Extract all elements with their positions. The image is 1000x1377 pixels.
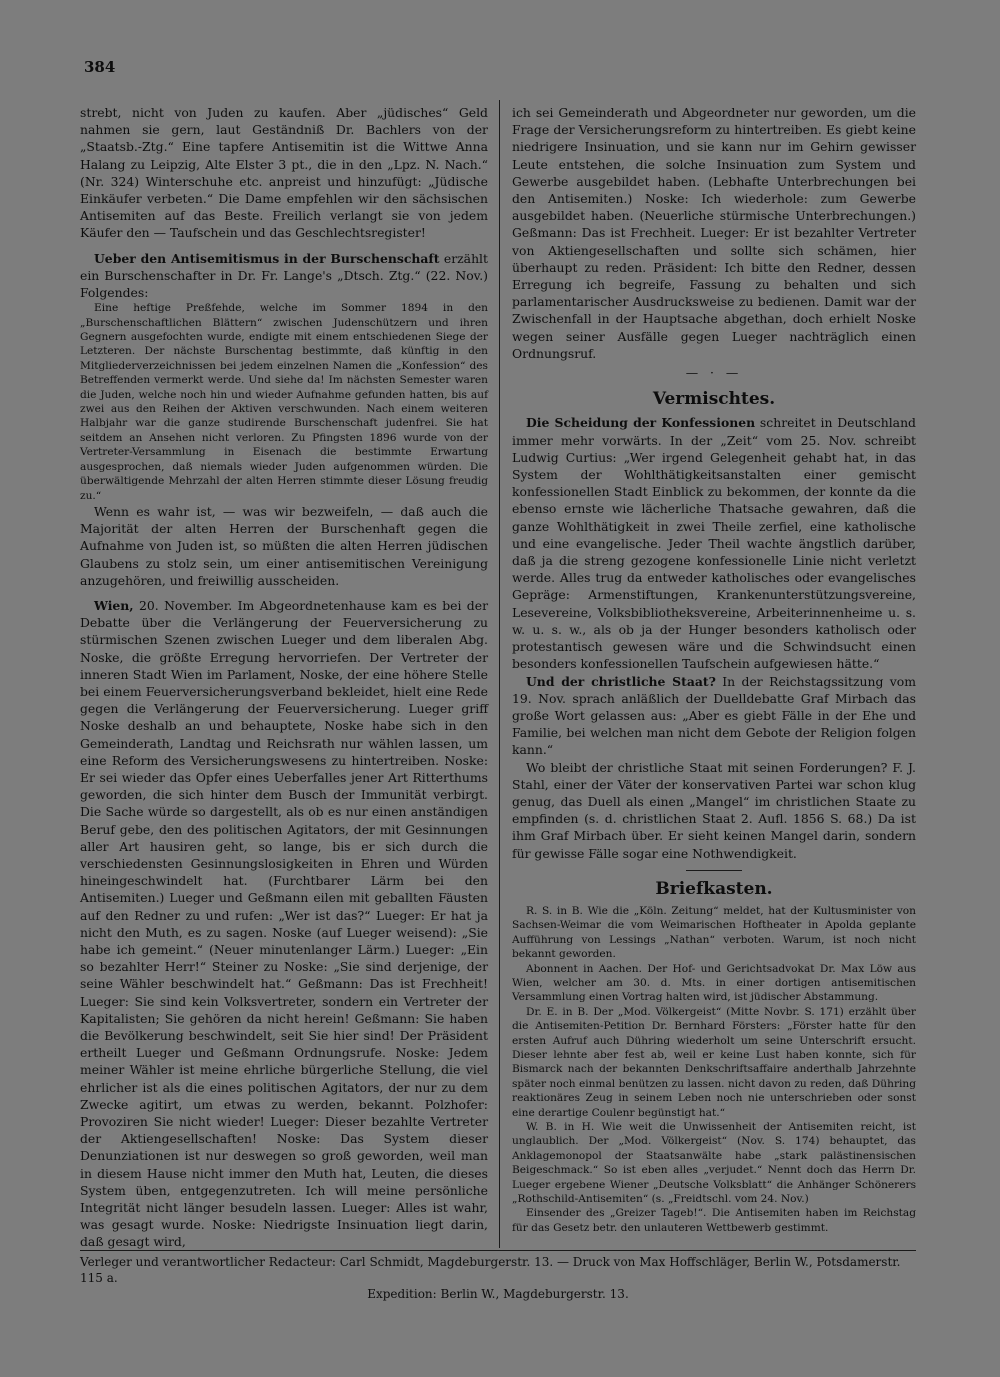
article-heading: Und der christliche Staat?	[526, 673, 716, 689]
article-heading: Die Scheidung der Konfessionen	[526, 415, 756, 431]
letter-item: R. S. in B. Wie die „Köln. Zeitung“ meldet, hat der Kultusminister von Sachsen-Weimar die vom Weimarischen Hoftheater in Apolda geplante Aufführung von Lessings „Nathan“ verboten. Warum, ist noch nicht bekannt geworden.	[512, 904, 916, 961]
article-heading: Wien,	[94, 597, 134, 613]
imprint-line: Expedition: Berlin W., Magdeburgerstr. 13.	[367, 1287, 629, 1301]
paragraph-text: schreitet in Deutschland immer mehr vorwärts. In der „Zeit“ vom 25. Nov. schreibt Ludwig Curtius: „Wer irgend Gelegenheit gehabt hat, in das System der Wohlthätigkeitsanstalten einer gemischt konfessionellen Stadt Einblick zu bekommen, der konnte da die ebenso ernste wie lächerliche Thatsache gewahren, daß die ganze Wohlthätigkeit in zwei Theile zerfiel, eine katholische und eine evangelische. Jeder Theil wachte ängstlich darüber, daß ja die streng gezogene konfessionelle Linie nicht verletzt werde. Alles trug da entweder katholisches oder evangelisches Gepräge: Armenstiftungen, Krankenunterstützungsvereine, Lesevereine, Volksbibliotheksvereine, Arbeiterinnenheime u. s. w. u. s. w., als ob ja der Hunger besonders katholisch oder protestantisch gewesen wäre und die Schwindsucht einen besonders konfessionellen Taufschein aufgewiesen hätte.“	[512, 415, 916, 672]
paragraph: Wo bleibt der christliche Staat mit seinen Forderungen? F. J. Stahl, einer der Väter der konservativen Partei war schon klug genug, das Duell als einen „Mangel“ im christlichen Staate zu empfinden (s. d. christlichen Staat 2. Aufl. 1856 S. 68.) Da ist ihm Graf Mirbach über. Er sieht keinen Mangel darin, sondern für gewisse Fälle sogar eine Nothwendigkeit.	[512, 759, 916, 861]
paragraph	[80, 250, 488, 302]
right-column	[512, 104, 916, 1235]
paragraph: Wenn es wahr ist, — was wir bezweifeln, — daß auch die Majorität der alten Herren der Burschenhaft gegen die Aufnahme von Juden ist, so müßten die alten Herren jüdischen Glaubens zu stolz sein, um einer antisemitischen Vereinigung anzugehören, und freiwillig ausscheiden.	[80, 503, 488, 588]
page-number: 384	[84, 58, 116, 76]
separator: — · —	[685, 365, 743, 381]
letter-item: Dr. E. in B. Der „Mod. Völkergeist“ (Mitte Novbr. S. 171) erzählt über die Antisemiten-Petition Dr. Bernhard Försters: „Förster hatte für den ersten Aufruf auch Dühring wiederholt um seine Unterschrift ersucht. Dieser lehnte aber fest ab, weil er keine Lust haben konnte, sich für Bismarck nach der bekannten Denkschriftsaffaire anderthalb Jahrzehnte später noch einmal benützen zu lassen. nicht davon zu reden, daß Dühring reaktionäres Zeug in seinem Leben noch nie unterschrieben oder sonst eine derartige Coulenr begünstigt hat.“	[512, 1005, 916, 1119]
paragraph: ich sei Gemeinderath und Abgeordneter nur geworden, um die Frage der Versicherungsreform zu hintertreiben. Es giebt keine niedrigere Insinuation, und sie kann nur im Gehirn gewisser Leute entstehen, die solche Insinuation zum System und Gewerbe ausgebildet haben. (Lebhafte Unterbrechungen bei den Antisemiten.) Noske: Ich wiederhole: zum Gewerbe ausgebildet haben. (Neuerliche stürmische Unterbrechungen.) Geßmann: Das ist Frechheit. Lueger: Er ist bezahlter Vertreter von Aktiengesellschaften und sollte sich schämen, hier überhaupt zu reden. Präsident: Ich bitte den Redner, dessen Erregung ich begreife, Fassung zu behalten und sich parlamentarischer Ausdrucksweise zu bedienen. Damit war der Zwischenfall in der Hauptsache abgethan, doch erhielt Noske wegen seiner Ausfälle gegen Lueger nachträglich einen Ordnungsruf.	[512, 105, 916, 361]
imprint-line: Verleger und verantwortlicher Redacteur: Carl Schmidt, Magdeburgerstr. 13. — Druck von Max Hoffschläger, Berlin W., Potsdamerstr. 115 a.	[80, 1255, 901, 1285]
column-divider	[499, 100, 500, 1248]
paragraph	[512, 673, 916, 759]
block-quote: Eine heftige Preßfehde, welche im Sommer 1894 in den „Burschenschaftlichen Blättern“ zwischen Judenschützern und ihren Gegnern ausgefochten wurde, endigte mit einem entschiedenen Siege der Letzteren. Der nächste Burschentag bestimmte, daß künftig in den Mitgliederverzeichnissen bei jedem einzelnen Namen die „Konfession“ des Betreffenden vermerkt werde. Und siehe da! Im nächsten Semester waren die Juden, welche noch hin und wieder Aufnahme gefunden hatten, bis auf zwei aus den Reihen der Aktiven verschwunden. Nach einem weiteren Halbjahr war die ganze studirende Burschenschaft judenfrei. Sie hat seitdem an Ansehen nicht verloren. Zu Pfingsten 1896 wurde von der Vertreter-Versammlung in Eisenach die bestimmte Erwartung ausgesprochen, daß niemals wieder Juden aufgenommen würden. Die überwältigende Mehrzahl der alten Herren stimmte dieser Lösung freudig zu.“	[80, 302, 488, 502]
separator	[686, 870, 742, 871]
article-heading: Ueber den Antisemitismus in der Burschenschaft	[94, 250, 440, 266]
paragraph	[512, 414, 916, 672]
paragraph: strebt, nicht von Juden zu kaufen. Aber „jüdisches“ Geld nahmen sie gern, laut Geständniß Dr. Bachlers von der „Staatsb.-Ztg.“ Eine tapfere Antisemitin ist die Wittwe Anna Halang zu Leipzig, Alte Elster 3 pt., die in den „Lpz. N. Nach.“ (Nr. 324) Winterschuhe etc. anpreist und hinzufügt: „Jüdische Einkäufer verbeten.“ Die Dame empfehlen wir den sächsischen Antisemiten auf das Beste. Freilich verlangt sie von jedem Käufer den — Taufschein und das Geschlechtsregister!	[80, 105, 488, 241]
section-heading: Briefkasten.	[655, 878, 773, 899]
letter-item: Abonnent in Aachen. Der Hof- und Gerichtsadvokat Dr. Max Löw aus Wien, welcher am 30. d. Mts. in einer dortigen antisemitischen Versammlung einen Vortrag halten wird, ist jüdischer Abstammung.	[512, 962, 916, 1004]
letter-item: Einsender des „Greizer Tageb!“. Die Antisemiten haben im Reichstag für das Gesetz betr. den unlauteren Wettbewerb gestimmt.	[512, 1207, 916, 1234]
paragraph-text: In der Reichstagssitzung vom 19. Nov. sprach anläßlich der Duelldebatte Graf Mirbach das große Wort gelassen aus: „Aber es giebt Fälle in der Ehe und Familie, bei welchen man nicht dem Gebote der Religion folgen kann.“	[512, 673, 916, 758]
section-heading: Vermischtes.	[652, 389, 776, 410]
paragraph-text: erzählt ein Burschenschafter in Dr. Fr. Lange's „Dtsch. Ztg.“ (22. Nov.) Folgendes:	[80, 250, 488, 301]
paragraph	[80, 597, 488, 1251]
imprint	[80, 1254, 916, 1302]
paragraph-text: 20. November. Im Abgeordnetenhause kam es bei der Debatte über die Verlängerung der Feuerversicherung zu stürmischen Szenen zwischen Lueger und dem liberalen Abg. Noske, die größte Erregung hervorriefen. Der Vertreter der inneren Stadt Wien im Parlament, Noske, der eine höhere Stelle bei einem Feuerversicherungsverband bekleidet, hielt eine Rede gegen die Verlängerung der Feuerversicherung. Lueger griff Noske deshalb an und behauptete, Noske habe sich in den Gemeinderath, Landtag und Reichsrath nur wählen lassen, um eine Reform des Versicherungswesens zu hintertreiben. Noske: Er sei wieder das Opfer eines Ueberfalles jener Art Ritterthums geworden, die sich hinter dem Busch der Immunität verbirgt. Die Sache würde so dargestellt, als ob es nur einen anständigen Beruf gebe, den des politischen Agitators, der mit Gesinnungen aller Art hausiren geht, so lange, bis er sich durch die verschiedensten Gesinnungslosigkeiten in Ehren und Würden hineingeschwindelt hat. (Furchtbarer Lärm bei den Antisemiten.) Lueger und Geßmann eilen mit geballten Fäusten auf den Redner zu und rufen: „Wer ist das?“ Lueger: Er hat ja nicht den Muth, es zu sagen. Noske (auf Lueger weisend): „Sie habe ich gemeint.“ (Neuer minutenlanger Lärm.) Lueger: „Ein so bezahlter Herr!“ Steiner zu Noske: „Sie sind derjenige, der seine Wähler beschwindelt hat.“ Geßmann: Das ist Frechheit! Lueger: Sie sind kein Volksvertreter, sondern ein Vertreter der Kapitalisten; Sie gehören da nicht herein! Geßmann: Sie haben die Bevölkerung beschwindelt, seit Sie hier sind! Der Präsident ertheilt Lueger und Geßmann Ordnungsrufe. Noske: Jedem meiner Wähler ist meine ehrliche bürgerliche Stellung, die viel ehrlicher ist als die eines politischen Agitators, der nur zu dem Zwecke agitirt, um etwas zu werden, bekannt. Polzhofer: Provoziren Sie nicht wieder! Lueger: Dieser bezahlte Vertreter der Aktiengesellschaften! Noske: Das System dieser Denunziationen ist nur deswegen so groß geworden, weil man in diesem Hause nicht immer den Muth hat, Leuten, die dieses System üben, entgegenzutreten. Ich will meine persönliche Integrität nicht länger besudeln lassen. Lueger: Alles ist wahr, was gesagt wurde. Noske: Niedrigste Insinuation liegt darin, daß gesagt wird,	[80, 597, 488, 1250]
footer-rule	[80, 1250, 916, 1251]
left-column	[80, 104, 488, 1251]
letter-item: W. B. in H. Wie weit die Unwissenheit der Antisemiten reicht, ist unglaublich. Der „Mod. Völkergeist“ (Nov. S. 174) behauptet, das Anklagemonopol der Staatsanwälte habe „stark palästinensischen Beigeschmack.“ So ist eben alles „verjudet.“ Nennt doch das Herrn Dr. Lueger ergebene Wiener „Deutsche Volksblatt“ die Anhänger Schönerers „Rothschild-Antisemiten“ (s. „Freidtschl. vom 24. Nov.)	[512, 1121, 916, 1206]
